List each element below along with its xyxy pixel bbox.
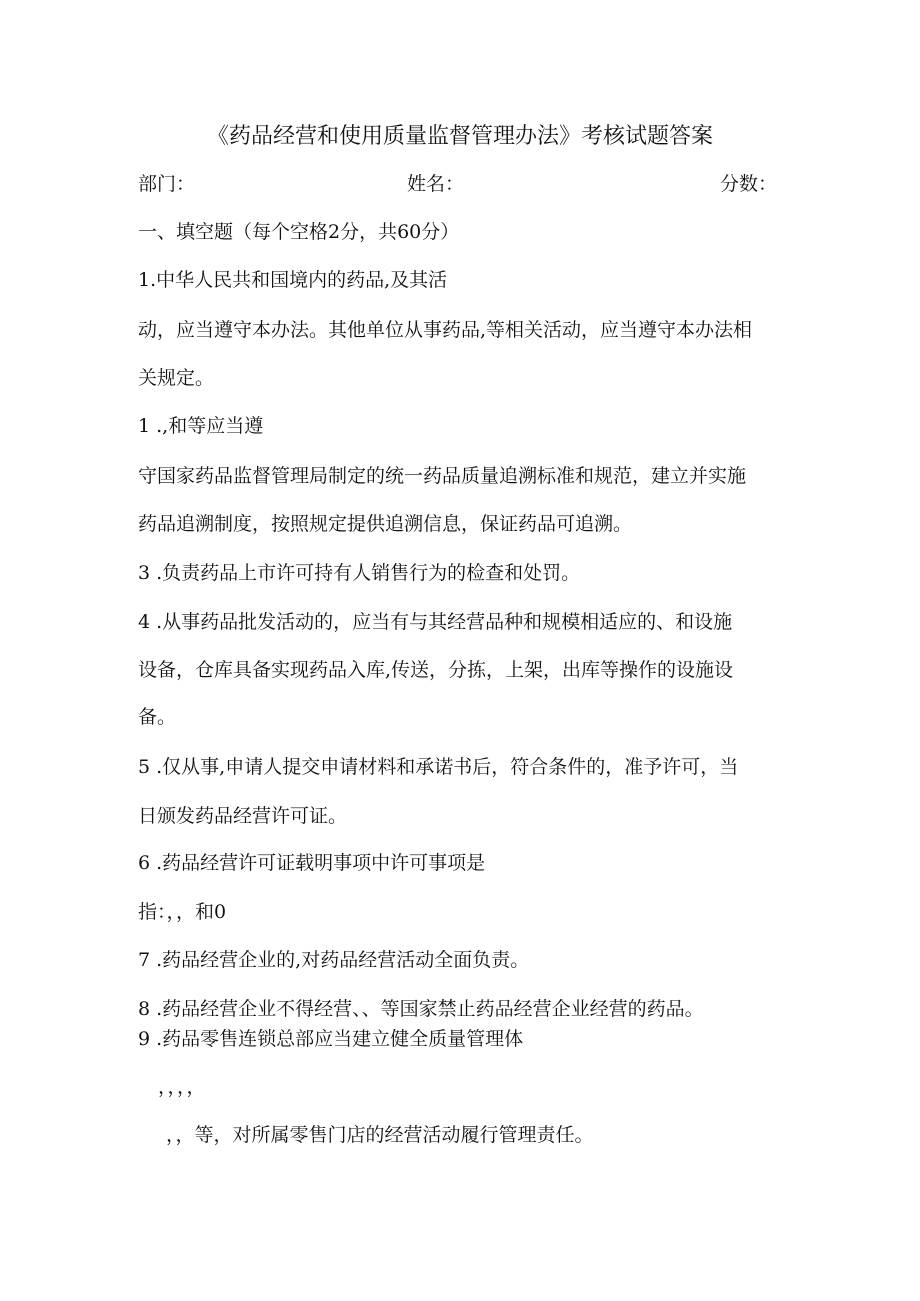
question-line: 4 .从事药品批发活动的，应当有与其经营品种和规模相适应的、和设施 [138, 611, 733, 633]
question-line: 1.中华人民共和国境内的药品,及其活 [138, 269, 448, 291]
question-line: 指：，，和0 [138, 901, 227, 923]
question-line: ，，等，对所属零售门店的经营活动履行管理责任。 [166, 1124, 594, 1146]
question-line: 5 .仅从事,申请人提交申请材料和承诺书后，符合条件的，准予许可，当 [138, 756, 739, 778]
question-line: 1 .,和等应当遵 [138, 415, 264, 437]
score-label: 分数： [720, 173, 778, 195]
question-line: 动，应当遵守本办法。其他单位从事药品,等相关活动，应当遵守本办法相 [138, 319, 753, 341]
question-line: 日颁发药品经营许可证。 [138, 805, 348, 827]
question-line: 3 .负责药品上市许可持有人销售行为的检查和处罚。 [138, 562, 581, 584]
name-label: 姓名： [407, 173, 465, 195]
question-line: 8 .药品经营企业不得经营、、等国家禁止药品经营企业经营的药品。 [138, 998, 704, 1020]
question-line: 关规定。 [138, 367, 215, 389]
question-line: 备。 [138, 706, 177, 728]
question-line: 药品追溯制度，按照规定提供追溯信息，保证药品可追溯。 [138, 513, 633, 535]
document-title: 《药品经营和使用质量监督管理办法》考核试题答案 [206, 124, 713, 149]
question-line: 7 .药品经营企业的,对药品经营活动全面负责。 [138, 949, 530, 971]
question-line: ，，，， [158, 1076, 206, 1098]
question-line: 设备，仓库具备实现药品入库,传送，分拣，上架，出库等操作的设施设 [138, 659, 734, 681]
question-line: 守国家药品监督管理局制定的统一药品质量追溯标准和规范，建立并实施 [138, 465, 747, 487]
question-line: 9 .药品零售连锁总部应当建立健全质量管理体 [138, 1028, 524, 1050]
question-line: 6 .药品经营许可证载明事项中许可事项是 [138, 852, 486, 874]
department-label: 部门： [138, 173, 196, 195]
section-heading: 一、填空题（每个空格2分，共60分） [138, 221, 460, 243]
